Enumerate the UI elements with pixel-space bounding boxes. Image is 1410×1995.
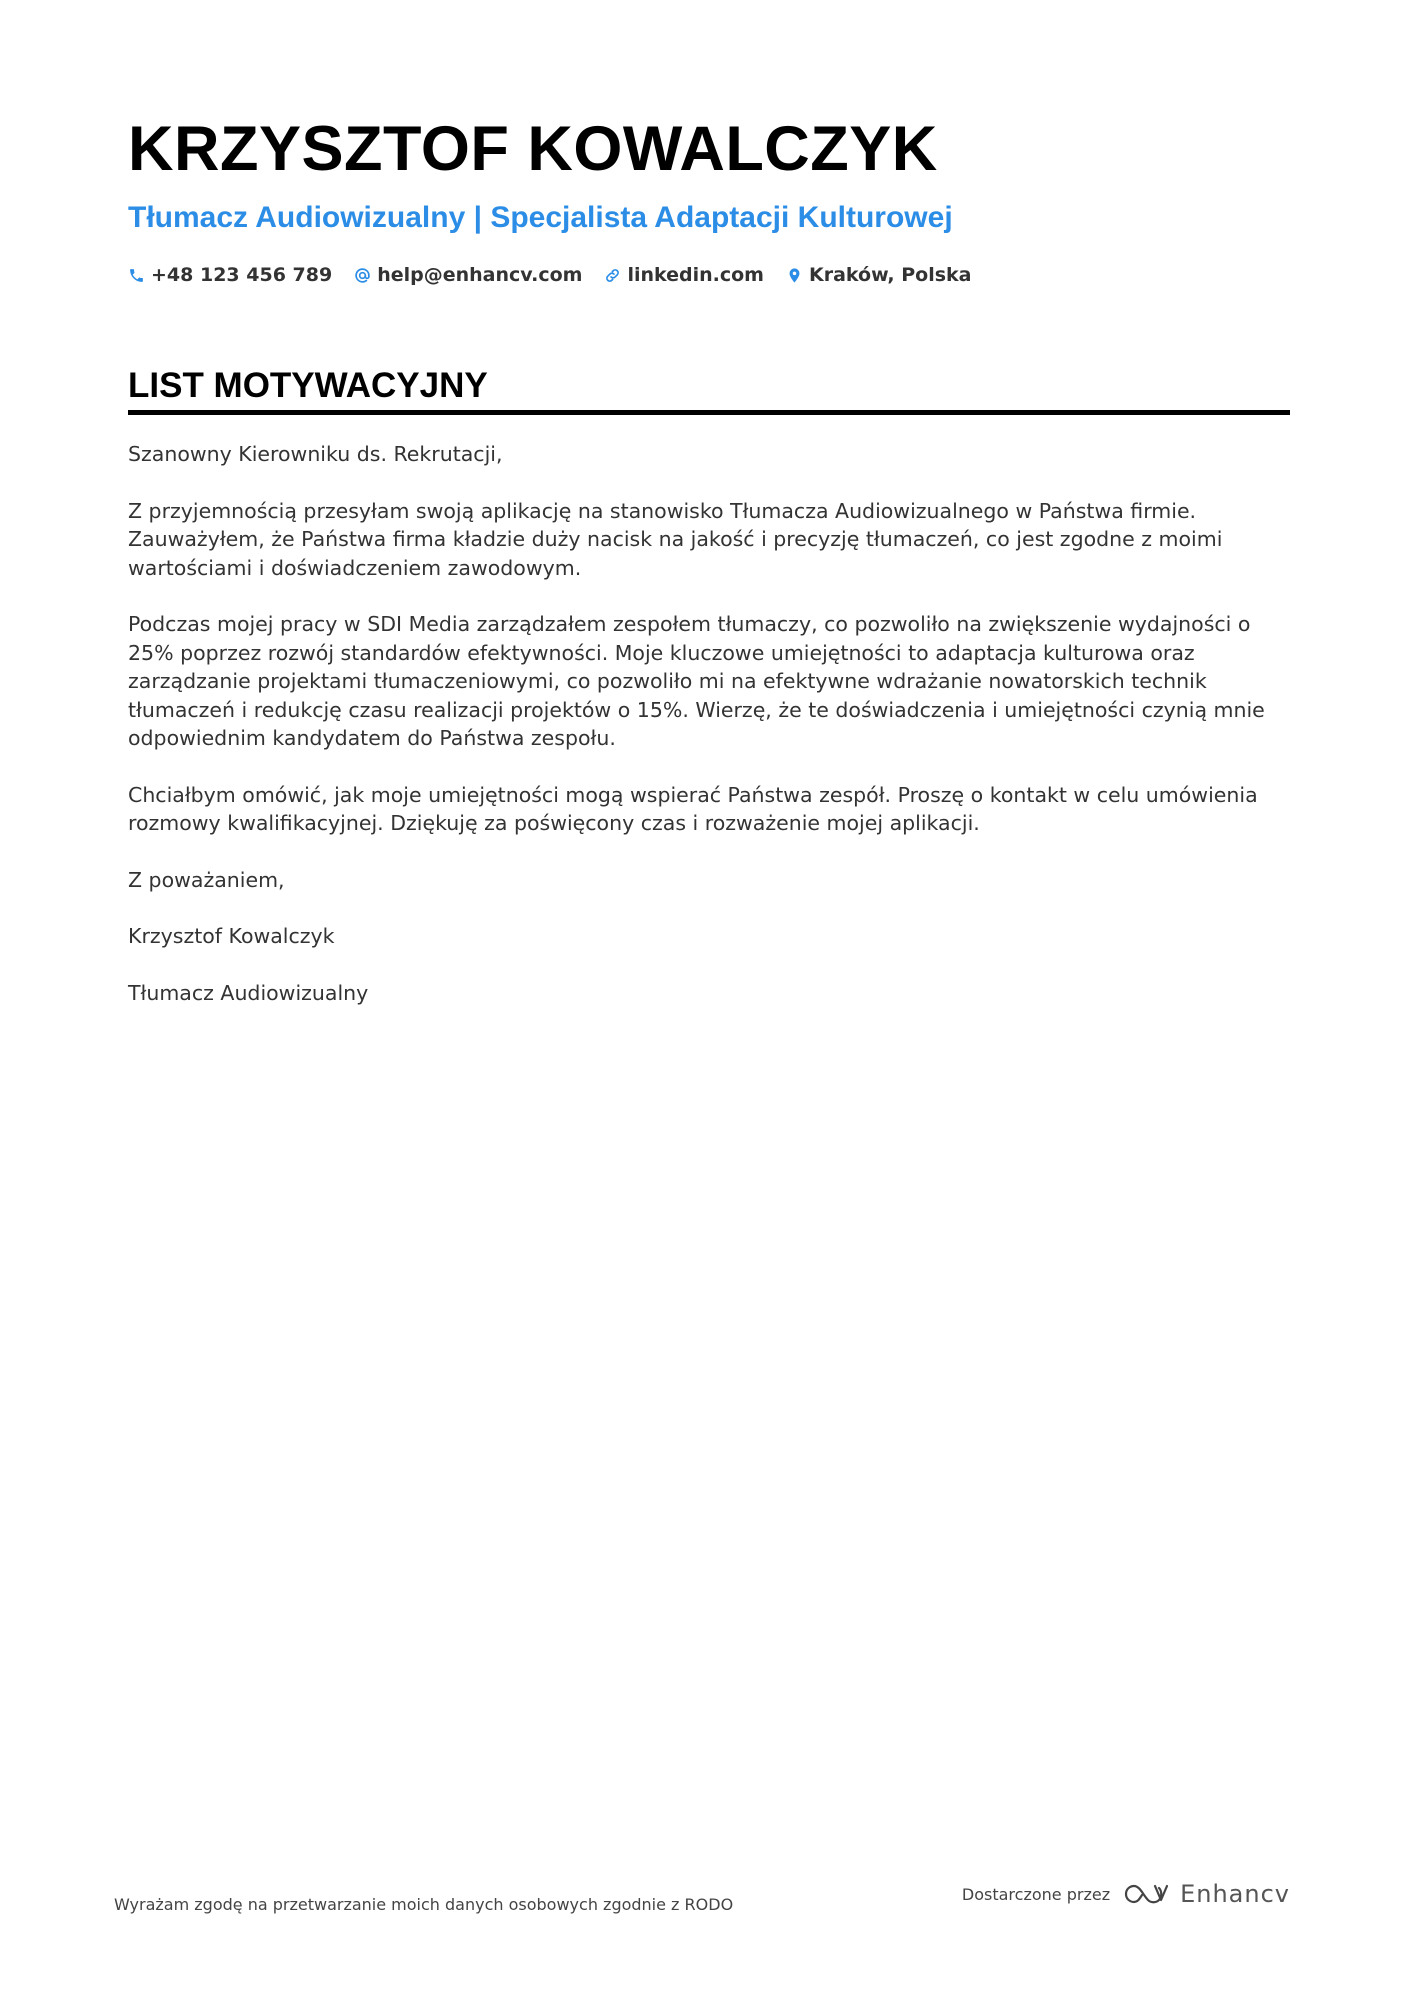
letter-paragraph: Podczas mojej pracy w SDI Media zarządzałem zespołem tłumaczy, co pozwoliło na zwiększenie wydajności o 25% poprzez rozwój standardów efektywności. Moje kluczowe umiejętności to adaptacja kulturowa oraz zarządzanie projektami tłumaczeniowymi, co pozwoliło mi na efektywne wdrażanie nowatorskich technik tłumaczeń i redukcję czasu realizacji projektów o 15%. Wierzę, że te doświadczenia i umiejętności czynią mnie odpowiednim kandydatem do Państwa zespołu. [128, 612, 1265, 750]
brand-logo-link[interactable] [1122, 1880, 1290, 1908]
contact-phone-text: +48 123 456 789 [151, 264, 333, 286]
gdpr-consent: Wyrażam zgodę na przetwarzanie moich danych osobowych zgodnie z RODO [114, 1895, 734, 1914]
contact-linkedin-text: linkedin.com [627, 264, 764, 286]
contact-linkedin[interactable] [604, 264, 764, 286]
letter-greeting: Szanowny Kierowniku ds. Rekrutacji, [128, 442, 503, 466]
section-divider [128, 410, 1290, 415]
contact-row [128, 264, 1288, 286]
contact-email-text: help@enhancv.com [377, 264, 583, 286]
section-title: LIST MOTYWACYJNY [128, 366, 488, 405]
brand-name: Enhancv [1180, 1880, 1290, 1908]
contact-email[interactable] [354, 264, 582, 286]
letter-paragraph: Chciałbym omówić, jak moje umiejętności mogą wspierać Państwa zespół. Proszę o kontakt w celu umówienia rozmowy kwalifikacyjnej. Dziękuję za poświęcony czas i rozważenie mojej aplikacji. [128, 782, 1258, 835]
enhancv-logo-icon [1122, 1881, 1170, 1907]
contact-location [786, 264, 972, 286]
letter-signature-name: Krzysztof Kowalczyk [128, 924, 335, 948]
header [128, 110, 1288, 286]
letter-closing: Z poważaniem, [128, 867, 285, 892]
candidate-name: KRZYSZTOF KOWALCZYK [128, 114, 938, 184]
powered-by [962, 1880, 1290, 1908]
location-pin-icon [786, 267, 803, 284]
letter-paragraph: Z przyjemnością przesyłam swoją aplikację na stanowisko Tłumacza Audiowizualnego w Państwa firmie. Zauważyłem, że Państwa firma kładzie duży nacisk na jakość i precyzję tłumaczeń, co jest zgodne z moimi wartościami i doświadczeniem zawodowym. [128, 498, 1223, 580]
contact-location-text: Kraków, Polska [808, 264, 972, 286]
phone-icon [128, 267, 145, 284]
link-icon [604, 267, 621, 284]
contact-phone[interactable] [128, 264, 332, 286]
at-icon [354, 267, 371, 284]
candidate-title: Tłumacz Audiowizualny | Specjalista Adaptacji Kulturowej [128, 201, 953, 234]
powered-by-label: Dostarczone przez [961, 1884, 1111, 1904]
letter-signature-title: Tłumacz Audiowizualny [128, 980, 369, 1005]
letter-body [128, 440, 1288, 1035]
